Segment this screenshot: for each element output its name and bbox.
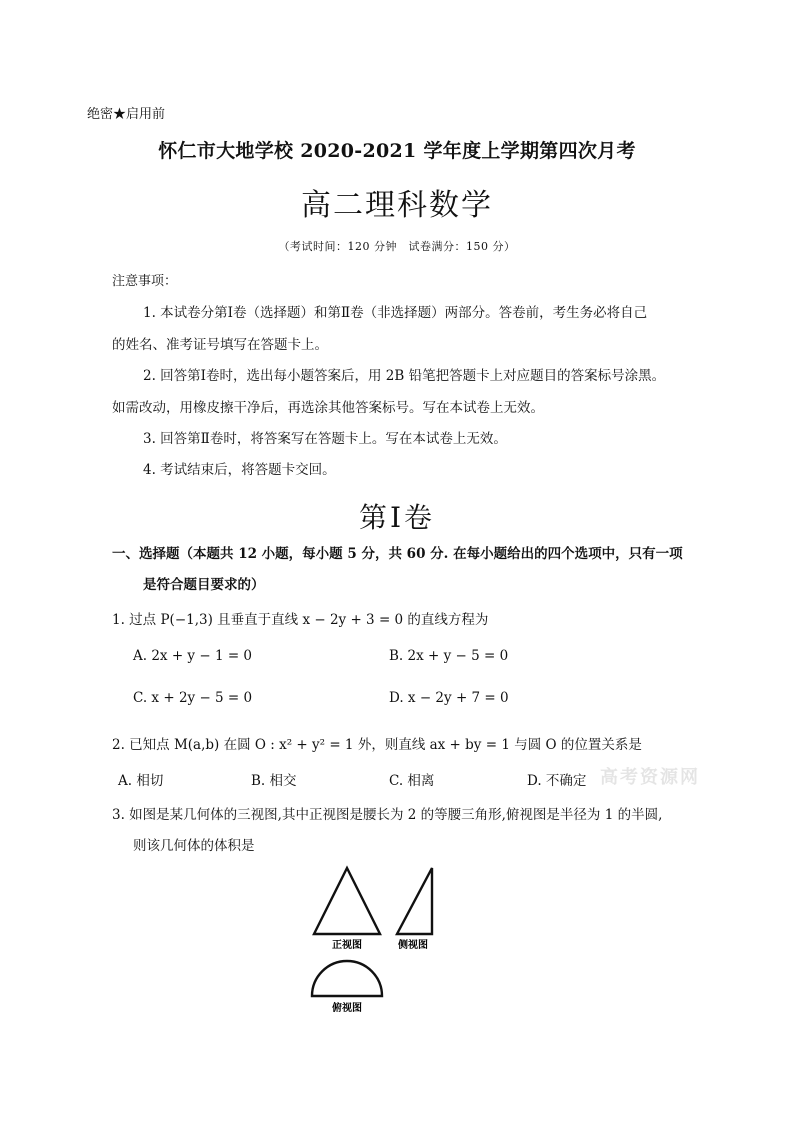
question-2-option-b: B. 相交 [251,773,297,789]
question-3-stem-line-1: 3. 如图是某几何体的三视图,其中正视图是腰长为 2 的等腰三角形,俯视图是半径为 1 的半圆, [112,807,663,823]
notice-title: 注意事项： [112,274,178,289]
question-1-option-a: A. 2x + y − 1 = 0 [133,648,253,664]
question-2-stem: 2. 已知点 M(a,b) 在圆 O : x² + y² = 1 外，则直线 ax + by = 1 与圆 O 的位置关系是 [112,737,642,753]
section-title: 第Ⅰ卷 [358,501,436,534]
school-exam-title: 怀仁市大地学校 2020-2021 学年度上学期第四次月考 [158,140,636,162]
notice-item-2-line-1: 2. 回答第Ⅰ卷时，选出每小题答案后，用 2B 铅笔把答题卡上对应题目的答案标号涂黑。 [143,368,666,384]
question-1-option-c: C. x + 2y − 5 = 0 [133,690,253,706]
question-1-option-b: B. 2x + y − 5 = 0 [389,648,509,664]
subject-title: 高二理科数学 [301,188,493,223]
question-2-option-c: C. 相离 [389,773,435,789]
part1-instruction-line-2: 是符合题目要求的） [143,577,265,593]
top-view-semicircle [312,961,382,996]
notice-item-4: 4. 考试结束后，将答题卡交回。 [143,462,336,478]
question-1-stem: 1. 过点 P(−1,3) 且垂直于直线 x − 2y + 3 = 0 的直线方程为 [112,612,489,628]
notice-item-1-line-2: 的姓名、准考证号填写在答题卡上。 [112,337,328,353]
exam-time-info: （考试时间：120 分钟 试卷满分：150 分） [278,240,516,253]
part1-instruction-line-1: 一、选择题（本题共 12 小题，每小题 5 分，共 60 分. 在每小题给出的四个选项中，只有一项 [112,546,683,562]
front-view-label: 正视图 [332,940,362,951]
three-view-figure [300,860,450,1020]
top-view-label: 俯视图 [332,1003,362,1014]
question-2-option-a: A. 相切 [118,773,164,789]
notice-item-2-line-2: 如需改动，用橡皮擦干净后，再选涂其他答案标号。写在本试卷上无效。 [112,400,544,416]
notice-item-1-line-1: 1. 本试卷分第Ⅰ卷（选择题）和第Ⅱ卷（非选择题）两部分。答卷前，考生务必将自己 [143,305,648,321]
confidential-mark: 绝密★启用前 [87,107,166,122]
notice-item-3: 3. 回答第Ⅱ卷时，将答案写在答题卡上。写在本试卷上无效。 [143,431,507,447]
question-2-option-d: D. 不确定 [527,773,587,789]
side-view-label: 侧视图 [398,940,428,951]
front-view-triangle [314,868,380,934]
watermark: 高考资源网 [600,767,700,788]
side-view-triangle [397,868,432,934]
question-1-option-d: D. x − 2y + 7 = 0 [389,690,509,706]
question-3-stem-line-2: 则该几何体的体积是 [133,838,255,854]
